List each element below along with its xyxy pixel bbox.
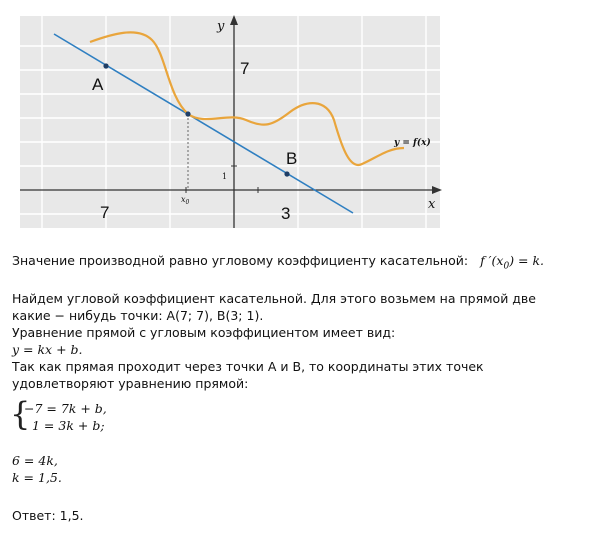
label-y-axis: y [217, 19, 225, 34]
derivative-formula: f $'(x_0) = k$. [480, 253, 545, 272]
point-b [284, 171, 289, 176]
label-b: B [286, 149, 298, 168]
paragraph-slope: Найдем угловой коэффициент касательной. Для этого возьмем на прямой две какие − нибудь точки: A(7; 7), B(3; 1). Уравнение прямой с угловым коэффициентом имеет вид: y = kx + b. Так как прямая проходит через точки А и В, то координаты этих точек удовлетворяют уравнению прямой: [12, 291, 536, 391]
label-7-x: 7 [100, 203, 110, 222]
function-graph [0, 0, 600, 235]
solution-steps: 6 = 4k, k = 1,5. [12, 453, 62, 485]
label-3-x: 3 [281, 204, 291, 223]
system-brace: { [10, 395, 31, 433]
label-1-y: 1 [222, 172, 228, 181]
label-7-y: 7 [240, 59, 250, 78]
derivative-text: Значение производной равно угловому коэффициенту касательной: [12, 253, 469, 268]
answer: Ответ: 1,5. [12, 508, 84, 523]
curve-label: y = f(x) [394, 138, 431, 148]
label-a: A [92, 75, 104, 94]
grid-background [20, 16, 440, 228]
label-x0: $x_0$ [181, 195, 190, 206]
point-a [103, 63, 108, 68]
tangent-point [185, 111, 190, 116]
system-equations: −7 = 7k + b, 1 = 3k + b; [24, 401, 107, 433]
label-x-axis: x [428, 197, 436, 212]
derivative-statement [12, 252, 544, 276]
